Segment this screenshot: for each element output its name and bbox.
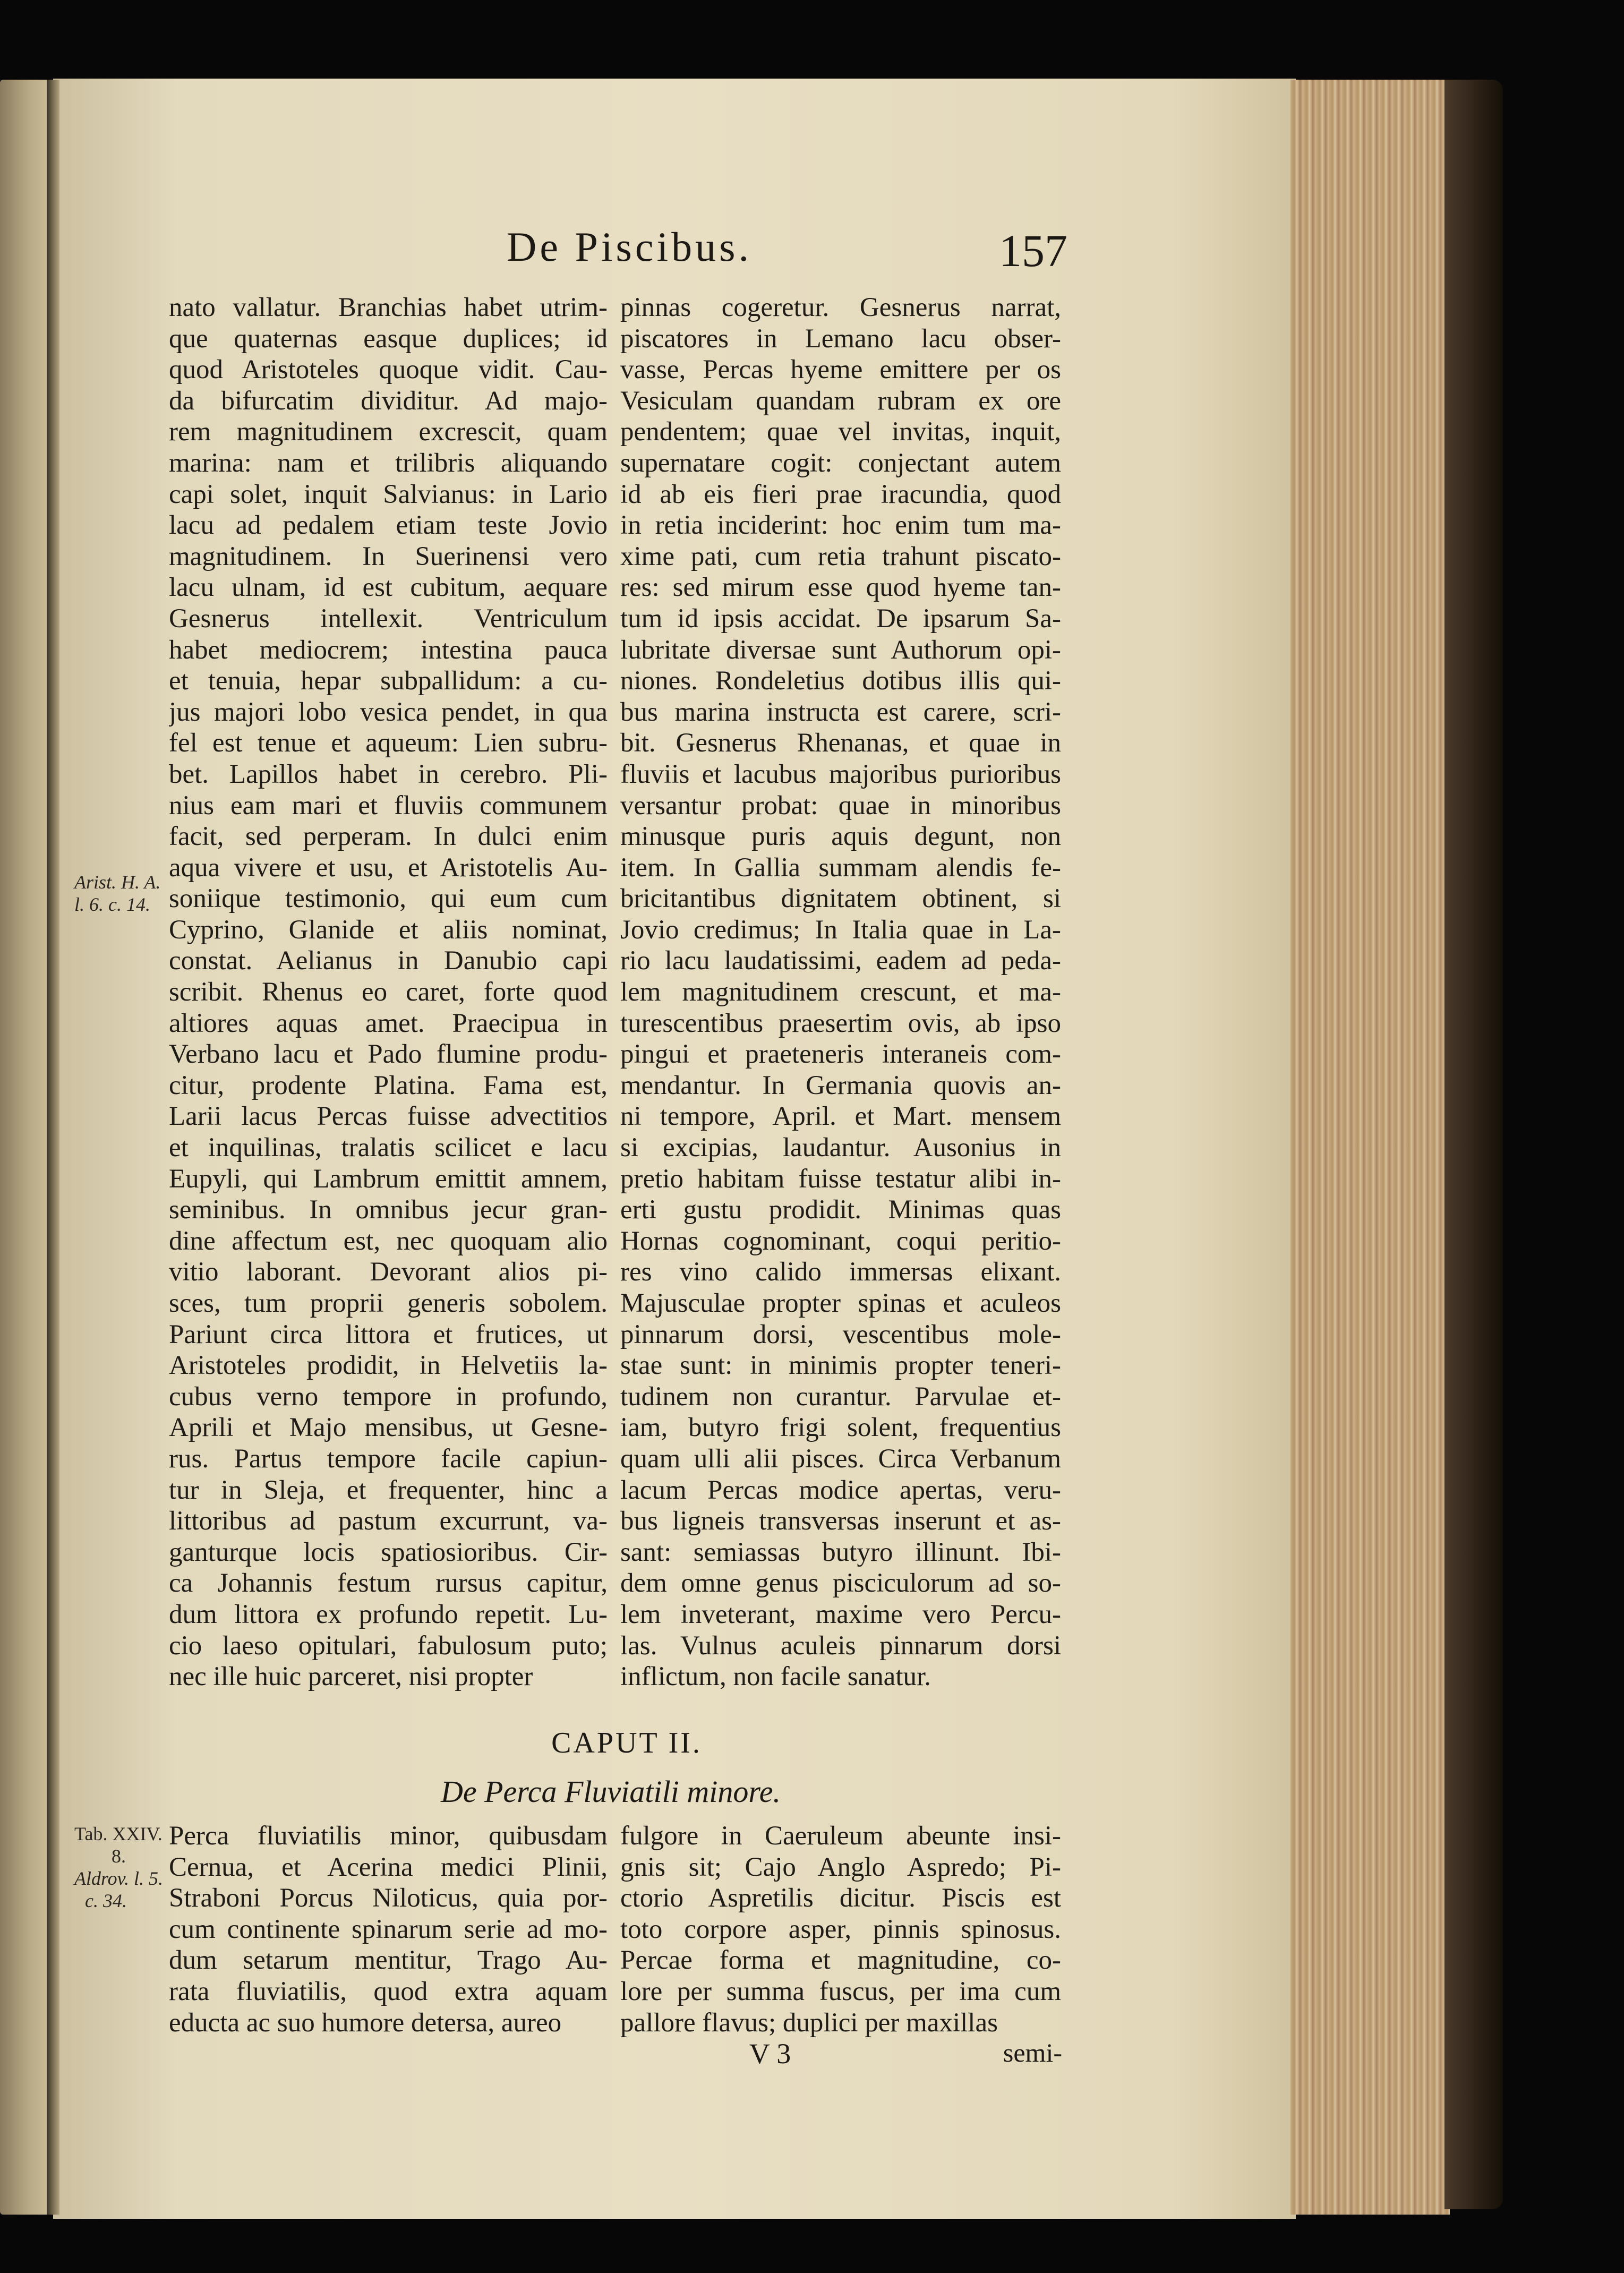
text-line: toto corpore asper, pinnis spinosus.	[620, 1914, 1061, 1944]
text-line: res: sed mirum esse quod hyeme tan-	[620, 572, 1061, 603]
text-line: Cernua, et Acerina medici Plinii,	[169, 1852, 608, 1882]
text-line: Majusculae propter spinas et aculeos	[620, 1288, 1061, 1318]
chapter-subtitle: De Perca Fluviatili minore.	[441, 1774, 781, 1809]
text-line: fluviis et lacubus majoribus purioribus	[620, 759, 1061, 789]
text-line: fulgore in Caeruleum abeunte insi-	[620, 1821, 1061, 1851]
text-line: vitio laborant. Devorant alios pi-	[169, 1257, 608, 1287]
text-line: ni tempore, April. et Mart. mensem	[620, 1101, 1061, 1132]
text-line: bus ligneis transversas inserunt et as-	[620, 1506, 1061, 1536]
text-line: inflictum, non facile sanatur.	[620, 1662, 931, 1692]
text-line: pinnas cogeretur. Gesnerus narrat,	[620, 293, 1061, 322]
margin-note-line: l. 6. c. 14.	[74, 894, 150, 915]
text-line: ca Johannis festum rursus capitur,	[169, 1568, 608, 1599]
text-line: citur, prodente Platina. Fama est,	[169, 1070, 608, 1100]
text-line: tudinem non curantur. Parvulae et-	[620, 1381, 1061, 1412]
text-line: erti gustu prodidit. Minimas quas	[620, 1195, 1061, 1225]
text-line: constat. Aelianus in Danubio capi	[169, 946, 608, 976]
text-line: rio lacu laudatissimi, eadem ad peda-	[620, 946, 1061, 976]
text-line: turescentibus praesertim ovis, ab ipso	[620, 1008, 1061, 1038]
text-line: Hornas cognominant, coqui peritio-	[620, 1226, 1061, 1256]
text-line: versantur probat: quae in minoribus	[620, 790, 1061, 821]
text-line: bit. Gesnerus Rhenanas, et quae in	[620, 728, 1061, 758]
margin-note-line: Aldrov. l. 5.	[74, 1868, 163, 1889]
margin-note-tab-aldrov	[74, 1823, 170, 1912]
text-line: item. In Gallia summam alendis fe-	[620, 852, 1061, 883]
text-line: pallore flavus; duplici per maxillas	[620, 2007, 998, 2038]
text-line: tur in Sleja, et frequenter, hinc a	[169, 1475, 608, 1505]
text-line: rata fluviatilis, quod extra aquam	[169, 1976, 608, 2006]
text-line: lubritate diversae sunt Authorum opi-	[620, 635, 1061, 665]
text-column-left	[169, 292, 608, 1693]
chapter-text-column-right	[620, 1821, 1061, 2038]
book-binding	[1444, 80, 1503, 2209]
text-line: facit, sed perperam. In dulci enim	[169, 822, 608, 852]
text-line: pingui et praeteneris interaneis com-	[620, 1039, 1061, 1070]
text-line: nato vallatur. Branchias habet utrim-	[169, 293, 608, 322]
text-line: Straboni Porcus Niloticus, quia por-	[169, 1883, 608, 1913]
text-line: Larii lacus Percas fuisse advectitios	[169, 1101, 608, 1132]
catchword: semi-	[1003, 2038, 1062, 2067]
signature-mark: V 3	[749, 2038, 791, 2070]
text-line: habet mediocrem; intestina pauca	[169, 635, 608, 665]
text-line: pretio habitam fuisse testatur alibi in-	[620, 1164, 1061, 1194]
text-line: gnis sit; Cajo Anglo Aspredo; Pi-	[620, 1852, 1061, 1882]
text-line: nius eam mari et fluviis communem	[169, 790, 608, 821]
text-line: quod Aristoteles quoque vidit. Cau-	[169, 355, 608, 385]
margin-note-line: Tab. XXIV.	[74, 1823, 163, 1844]
text-line: lem inveterant, maxime vero Percu-	[620, 1599, 1061, 1629]
text-line: da bifurcatim dividitur. Ad majo-	[169, 386, 608, 416]
margin-note-aristotle	[74, 871, 165, 916]
text-line: et tenuia, hepar subpallidum: a cu-	[169, 666, 608, 696]
text-line: Verbano lacu et Pado flumine produ-	[169, 1039, 608, 1070]
text-line: sant: semiassas butyro illinunt. Ibi-	[620, 1537, 1061, 1567]
margin-note-line: 8.	[112, 1845, 126, 1867]
text-line: xime pati, cum retia trahunt piscato-	[620, 541, 1061, 571]
text-line: Gesnerus intellexit. Ventriculum	[169, 603, 608, 634]
page-number: 157	[999, 225, 1067, 276]
text-line: soniique testimonio, qui eum cum	[169, 884, 608, 914]
text-line: cum continente spinarum serie ad mo-	[169, 1914, 608, 1944]
text-line: bus marina instructa est carere, scri-	[620, 697, 1061, 727]
text-line: scribit. Rhenus eo caret, forte quod	[169, 977, 608, 1007]
chapter-heading: CAPUT II.	[551, 1727, 702, 1759]
text-line: piscatores in Lemano lacu obser-	[620, 323, 1061, 354]
text-line: lore per summa fuscus, per ima cum	[620, 1976, 1061, 2006]
book-gutter	[47, 80, 59, 2215]
text-line: tum id ipsis accidat. De ipsarum Sa-	[620, 603, 1061, 634]
text-line: Eupyli, qui Lambrum emittit amnem,	[169, 1164, 608, 1194]
text-line: si excipias, laudantur. Ausonius in	[620, 1133, 1061, 1163]
text-line: Aprili et Majo mensibus, ut Gesne-	[169, 1413, 608, 1443]
text-line: rem magnitudinem excrescit, quam	[169, 417, 608, 447]
text-line: res vino calido immersas elixant.	[620, 1257, 1061, 1287]
text-line: iam, butyro frigi solent, frequentius	[620, 1413, 1061, 1443]
text-line: lem magnitudinem crescunt, et ma-	[620, 977, 1061, 1007]
text-line: altiores aquas amet. Praecipua in	[169, 1008, 608, 1038]
text-line: et inquilinas, tralatis scilicet e lacu	[169, 1133, 608, 1163]
text-line: quam ulli alii pisces. Circa Verbanum	[620, 1443, 1061, 1474]
text-line: cubus verno tempore in profundo,	[169, 1381, 608, 1412]
text-line: Cyprino, Glanide et aliis nominat,	[169, 915, 608, 945]
text-line: jus majori lobo vesica pendet, in qua	[169, 697, 608, 727]
text-line: dum littora ex profundo repetit. Lu-	[169, 1599, 608, 1629]
text-line: dum setarum mentitur, Trago Au-	[169, 1945, 608, 1976]
text-line: lacu ad pedalem etiam teste Jovio	[169, 510, 608, 541]
text-column-right	[620, 292, 1061, 1693]
chapter-text-column-left	[169, 1821, 608, 2038]
text-line: seminibus. In omnibus jecur gran-	[169, 1195, 608, 1225]
page-fore-edge	[1290, 80, 1450, 2215]
text-line: dine affectum est, nec quoquam alio	[169, 1226, 608, 1256]
text-line: lacu ulnam, id est cubitum, aequare	[169, 572, 608, 603]
margin-note-line: c. 34.	[85, 1890, 127, 1911]
text-line: Jovio credimus; In Italia quae in La-	[620, 915, 1061, 945]
text-line: ctorio Aspretilis dicitur. Piscis est	[620, 1883, 1061, 1913]
text-line: in retia inciderint: hoc enim tum ma-	[620, 510, 1061, 541]
text-line: littoribus ad pastum excurrunt, va-	[169, 1506, 608, 1536]
text-line: magnitudinem. In Suerinensi vero	[169, 541, 608, 571]
text-line: stae sunt: in minimis propter teneri-	[620, 1351, 1061, 1381]
text-line: Vesiculam quandam rubram ex ore	[620, 386, 1061, 416]
text-line: Percae forma et magnitudine, co-	[620, 1945, 1061, 1976]
text-line: sces, tum proprii generis sobolem.	[169, 1288, 608, 1318]
text-line: dem omne genus pisciculorum ad so-	[620, 1568, 1061, 1599]
text-line: minusque puris aquis degunt, non	[620, 822, 1061, 852]
text-line: pendentem; quae vel invitas, inquit,	[620, 417, 1061, 447]
text-line: rus. Partus tempore facile capiun-	[169, 1443, 608, 1474]
running-title: De Piscibus.	[507, 224, 752, 270]
text-line: niones. Rondeletius dotibus illis qui-	[620, 666, 1061, 696]
text-line: aqua vivere et usu, et Aristotelis Au-	[169, 852, 608, 883]
text-line: ganturque locis spatiosioribus. Cir-	[169, 1537, 608, 1567]
text-line: fel est tenue et aqueum: Lien subru-	[169, 728, 608, 758]
text-line: Perca fluviatilis minor, quibusdam	[169, 1821, 608, 1851]
text-line: cio laeso opitulari, fabulosum puto;	[169, 1630, 608, 1661]
text-line: las. Vulnus aculeis pinnarum dorsi	[620, 1630, 1061, 1661]
text-line: educta ac suo humore detersa, aureo	[169, 2007, 562, 2038]
text-line: marina: nam et trilibris aliquando	[169, 448, 608, 478]
text-line: pinnarum dorsi, vescentibus mole-	[620, 1319, 1061, 1349]
text-line: capi solet, inquit Salvianus: in Lario	[169, 479, 608, 509]
text-line: nec ille huic parceret, nisi propter	[169, 1662, 533, 1692]
text-line: bet. Lapillos habet in cerebro. Pli-	[169, 759, 608, 789]
text-line: Aristoteles prodidit, in Helvetiis la-	[169, 1351, 608, 1381]
facing-page-edge	[0, 80, 53, 2215]
text-line: mendantur. In Germania quovis an-	[620, 1070, 1061, 1100]
text-line: vasse, Percas hyeme emittere per os	[620, 355, 1061, 385]
text-line: lacum Percas modice apertas, veru-	[620, 1475, 1061, 1505]
text-line: que quaternas easque duplices; id	[169, 323, 608, 354]
text-line: Pariunt circa littora et frutices, ut	[169, 1319, 608, 1349]
text-line: supernatare cogit: conjectant autem	[620, 448, 1061, 478]
text-line: bricitantibus dignitatem obtinent, si	[620, 884, 1061, 914]
margin-note-line: Arist. H. A.	[74, 871, 161, 893]
text-line: id ab eis fieri prae iracundia, quod	[620, 479, 1061, 509]
